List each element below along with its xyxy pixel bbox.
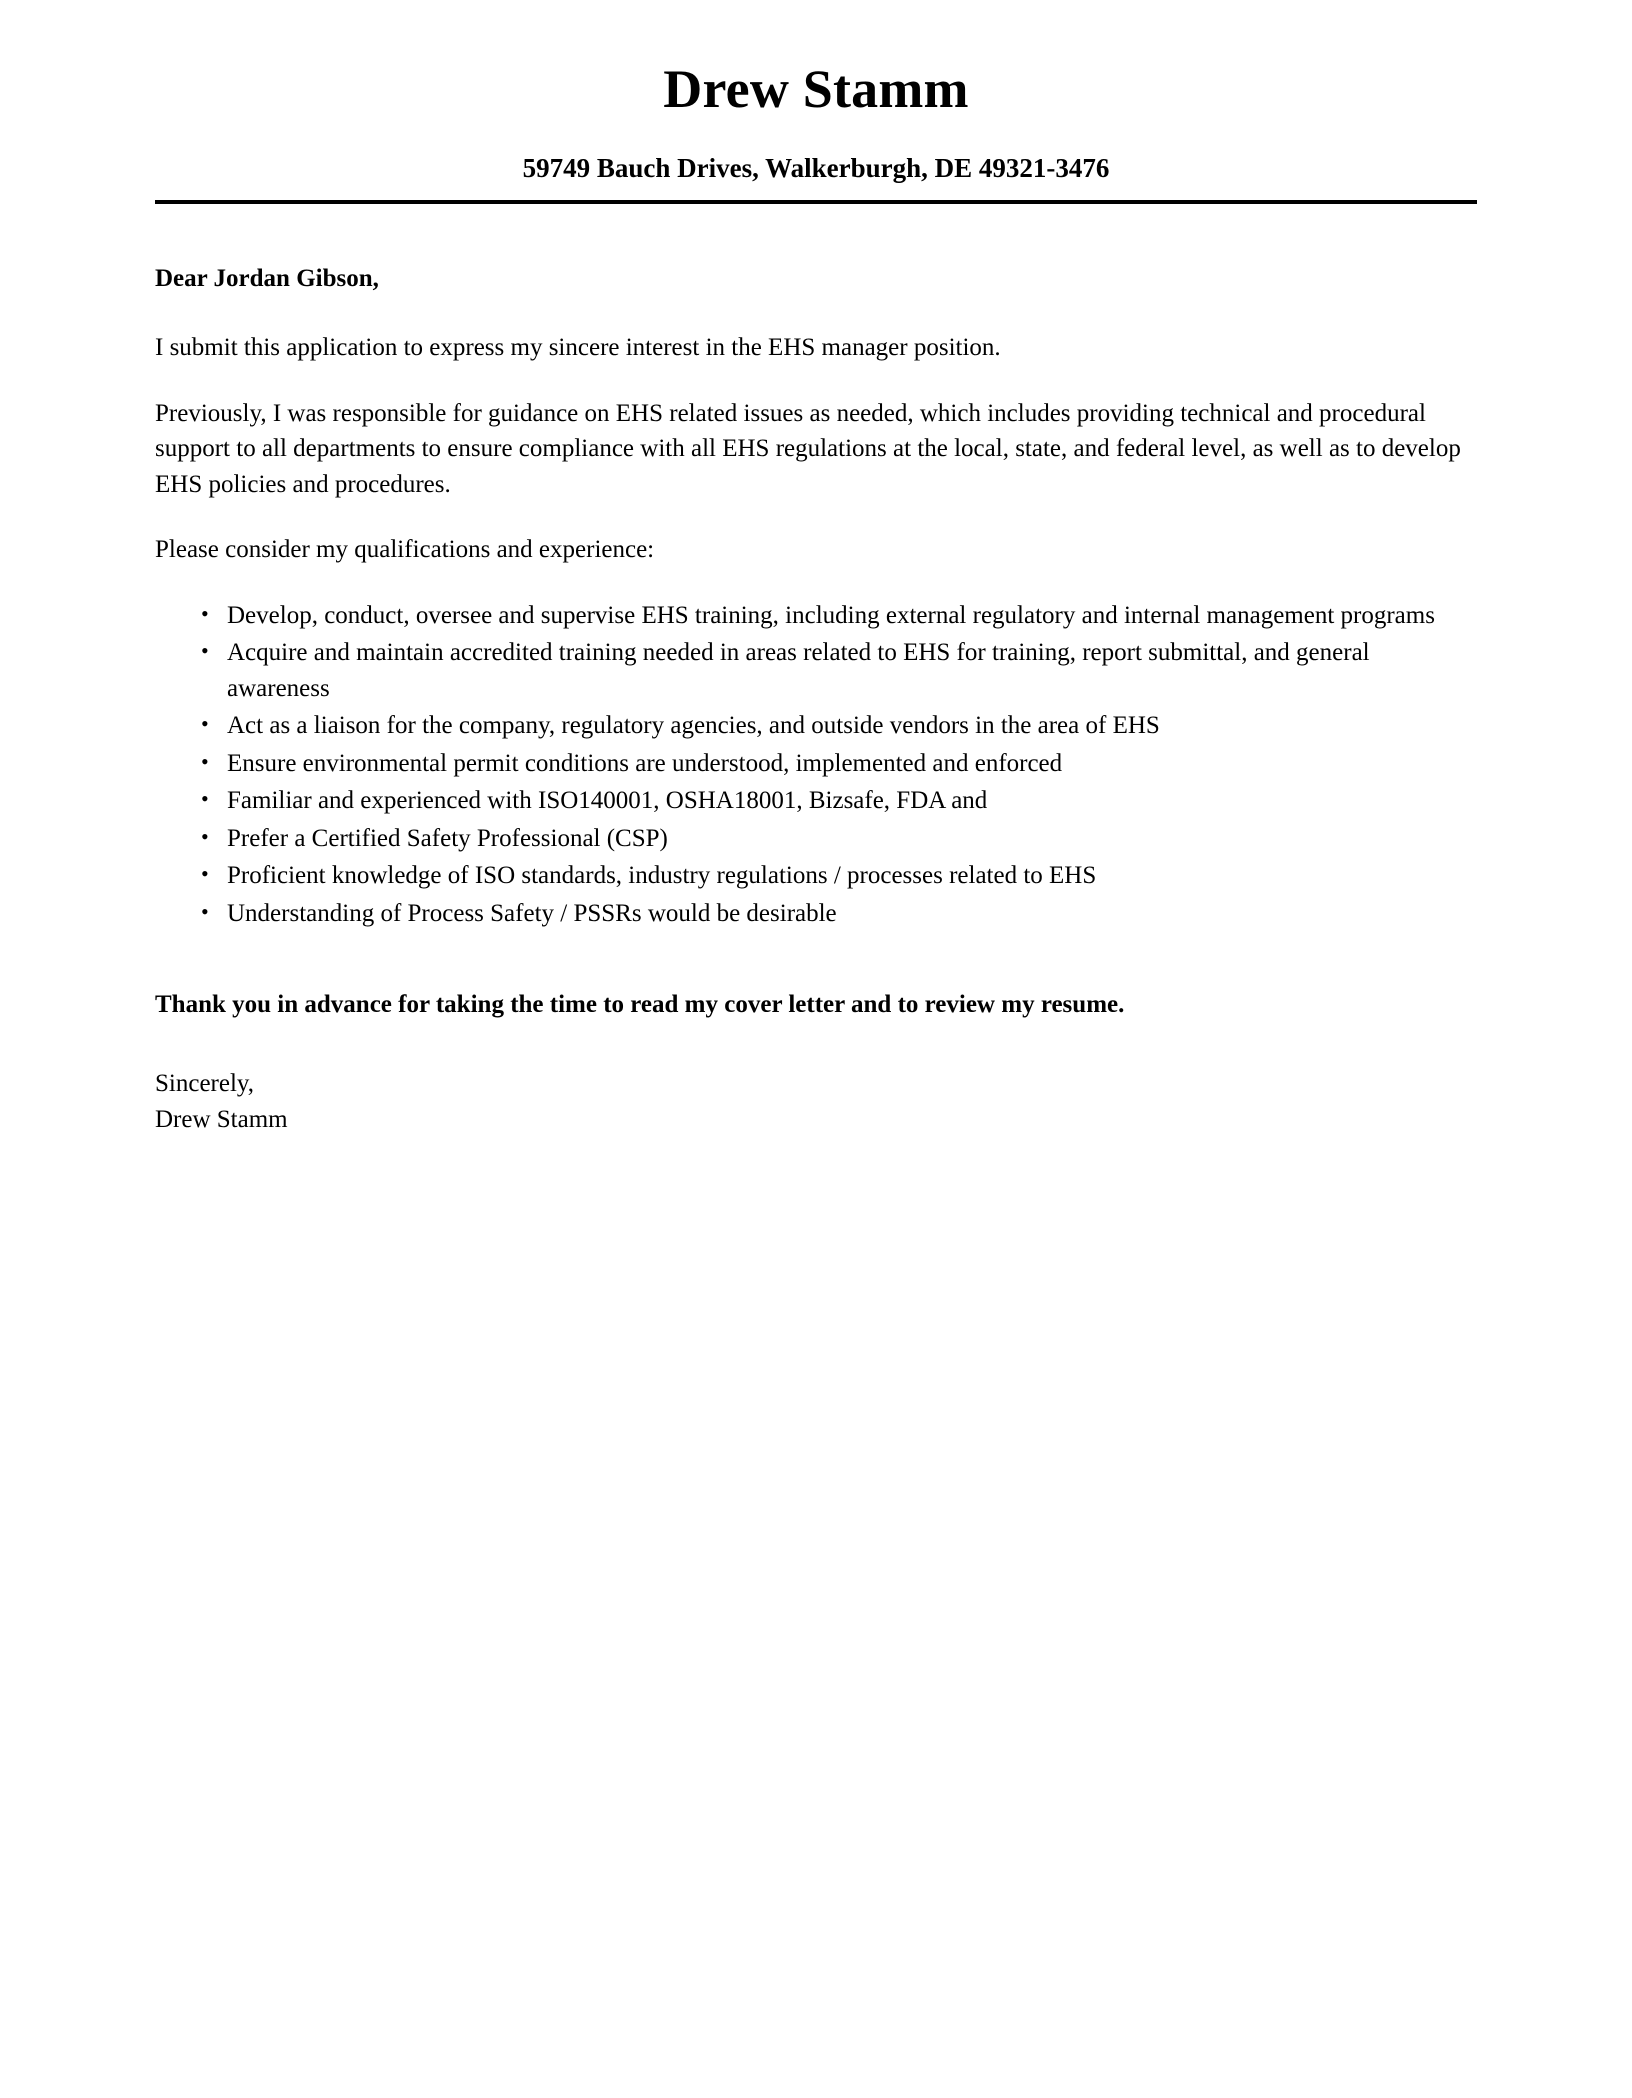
list-item: • Understanding of Process Safety / PSSRs would be desirable bbox=[201, 896, 1477, 932]
paragraph-experience: Previously, I was responsible for guidance on EHS related issues as needed, which includes providing technical and procedural support to all departments to ensure compliance with all EHS regulations at the local, state, and federal level, as well as to develop EHS policies and procedures. bbox=[155, 399, 1461, 498]
closing-salutation: Sincerely, bbox=[155, 1070, 255, 1098]
closing-block bbox=[155, 1066, 1477, 1137]
salutation: Dear Jordan Gibson, bbox=[155, 265, 379, 293]
list-item: • Acquire and maintain accredited training needed in areas related to EHS for training, report submittal, and general awareness bbox=[201, 635, 1477, 706]
page-title: Drew Stamm bbox=[663, 59, 969, 119]
paragraph-qualifications-lead-in: Please consider my qualifications and experience: bbox=[155, 536, 655, 564]
thank-you-statement: Thank you in advance for taking the time to read my cover letter and to review my resume. bbox=[155, 991, 1125, 1019]
paragraph-intro: I submit this application to express my sincere interest in the EHS manager position. bbox=[155, 334, 1001, 362]
list-item: • Prefer a Certified Safety Professional (CSP) bbox=[201, 821, 1477, 857]
list-item: • Familiar and experienced with ISO140001, OSHA18001, Bizsafe, FDA and bbox=[201, 783, 1477, 819]
list-item: • Ensure environmental permit conditions are understood, implemented and enforced bbox=[201, 746, 1477, 782]
header-divider bbox=[155, 200, 1477, 204]
qualifications-list bbox=[155, 598, 1477, 932]
signature-name: Drew Stamm bbox=[155, 1105, 288, 1133]
list-item: • Act as a liaison for the company, regulatory agencies, and outside vendors in the area of EHS bbox=[201, 708, 1477, 744]
sender-address: 59749 Bauch Drives, Walkerburgh, DE 49321-3476 bbox=[522, 153, 1110, 184]
letter-body bbox=[155, 262, 1477, 1137]
list-item: • Develop, conduct, oversee and supervise EHS training, including external regulatory and internal management programs bbox=[201, 598, 1477, 634]
list-item: • Proficient knowledge of ISO standards, industry regulations / processes related to EHS bbox=[201, 858, 1477, 894]
